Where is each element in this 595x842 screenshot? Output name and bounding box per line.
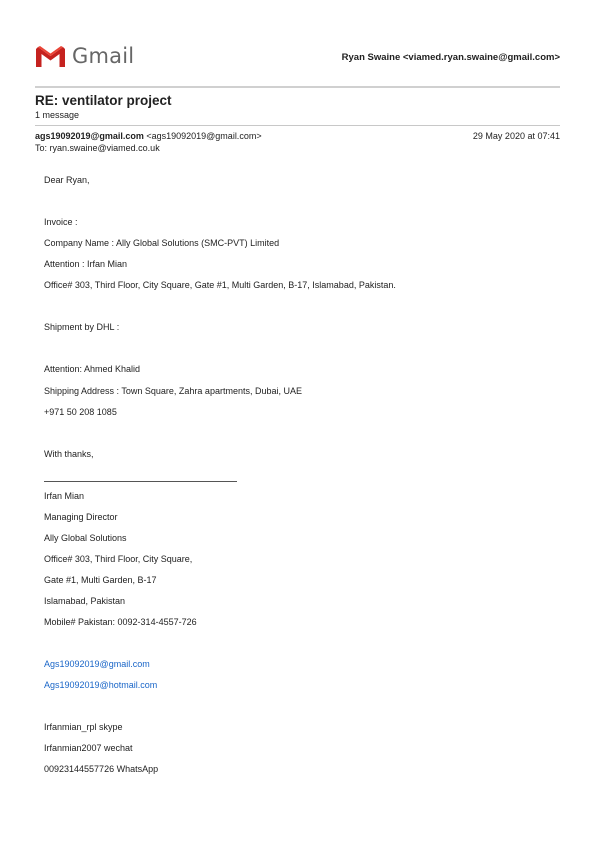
invoice-heading: Invoice : [44, 217, 78, 227]
company-name: Company Name : Ally Global Solutions (SMC-PVT) Limited [44, 238, 280, 248]
shipment-heading: Shipment by DHL : [44, 322, 120, 332]
closing: With thanks, [44, 449, 94, 459]
signature-company: Ally Global Solutions [44, 533, 127, 543]
signature-name: Irfan Mian [44, 491, 85, 501]
sender-name: ags19092019@gmail.com [35, 131, 144, 141]
signature-whatsapp: 00923144557726 WhatsApp [44, 764, 159, 774]
sender-email: <ags19092019@gmail.com> [146, 131, 262, 141]
signature-mobile: Mobile# Pakistan: 0092-314-4557-726 [44, 617, 197, 627]
message-count: 1 message [35, 110, 80, 120]
sender [35, 131, 262, 141]
invoice-attention: Attention : Irfan Mian [44, 259, 128, 269]
subject-divider [35, 125, 560, 126]
email-subject: RE: ventilator project [35, 93, 172, 108]
header-divider [35, 86, 560, 88]
signature-divider [44, 481, 237, 482]
shipment-phone: +971 50 208 1085 [44, 407, 117, 417]
signature-email-gmail-link[interactable]: Ags19092019@gmail.com [44, 659, 150, 669]
message-date: 29 May 2020 at 07:41 [472, 131, 560, 141]
signature-city: Islamabad, Pakistan [44, 596, 126, 606]
shipping-address: Shipping Address : Town Square, Zahra apartments, Dubai, UAE [44, 386, 302, 396]
invoice-office-address: Office# 303, Third Floor, City Square, Gate #1, Multi Garden, B-17, Islamabad, Pakistan. [44, 280, 396, 290]
signature-skype: Irfanmian_rpl skype [44, 722, 123, 732]
signature-address-line1: Office# 303, Third Floor, City Square, [44, 554, 193, 564]
recipient: To: ryan.swaine@viamed.co.uk [35, 143, 160, 153]
shipment-attention: Attention: Ahmed Khalid [44, 364, 141, 374]
signature-title: Managing Director [44, 512, 118, 522]
account-email: Ryan Swaine <viamed.ryan.swaine@gmail.com> [341, 52, 560, 63]
gmail-envelope-icon [35, 45, 66, 68]
gmail-logo [35, 44, 134, 68]
gmail-wordmark: Gmail [72, 44, 135, 68]
signature-address-line2: Gate #1, Multi Garden, B-17 [44, 575, 157, 585]
greeting: Dear Ryan, [44, 175, 90, 185]
signature-wechat: Irfanmian2007 wechat [44, 743, 133, 753]
signature-email-hotmail-link[interactable]: Ags19092019@hotmail.com [44, 680, 158, 690]
